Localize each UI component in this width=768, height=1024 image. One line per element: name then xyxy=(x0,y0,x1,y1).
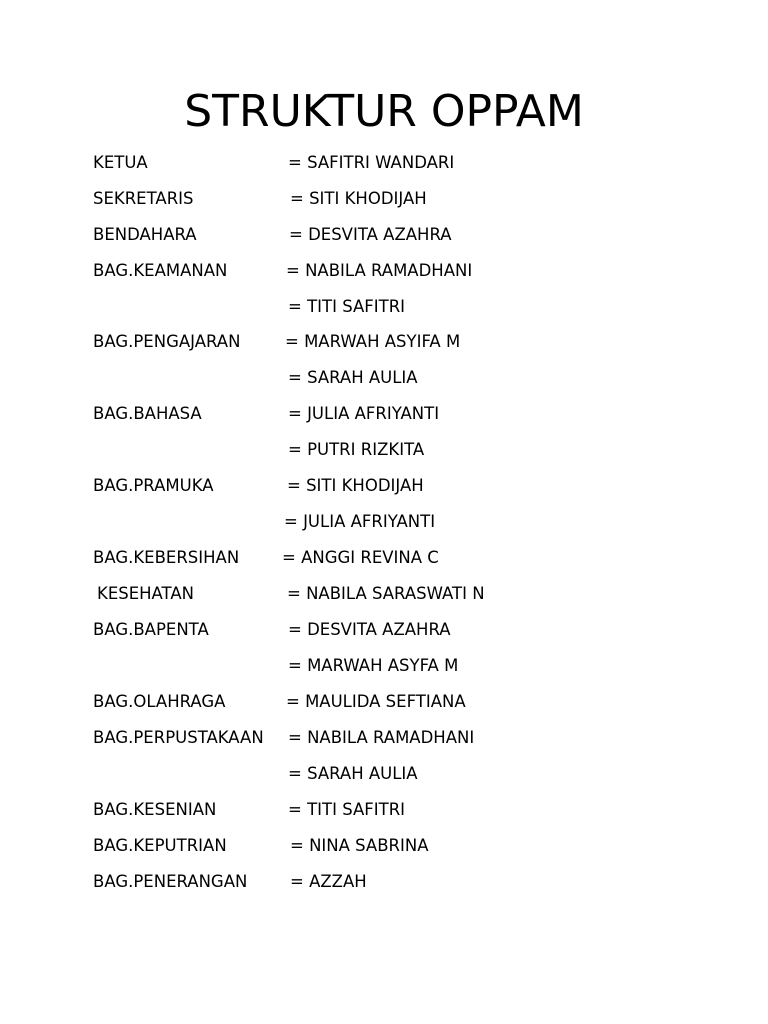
role-label: BAG.KEBERSIHAN xyxy=(93,548,240,567)
role-label: BAG.BAHASA xyxy=(93,404,202,423)
member-name: = NINA SABRINA xyxy=(290,836,429,855)
page-title: STRUKTUR OPPAM xyxy=(184,86,584,137)
list-item xyxy=(0,367,768,389)
member-name: = TITI SAFITRI xyxy=(288,800,406,819)
role-label: BAG.OLAHRAGA xyxy=(93,692,226,711)
list-item xyxy=(0,403,768,425)
member-name: = SARAH AULIA xyxy=(288,368,418,387)
role-label: BAG.KESENIAN xyxy=(93,800,217,819)
member-name: = SITI KHODIJAH xyxy=(287,476,424,495)
member-name: = MARWAH ASYFA M xyxy=(288,656,459,675)
list-item xyxy=(0,583,768,605)
role-label: BAG.PERPUSTAKAAN xyxy=(93,728,264,747)
role-label: BAG.BAPENTA xyxy=(93,620,209,639)
role-label: SEKRETARIS xyxy=(93,189,194,208)
role-label: BAG.PRAMUKA xyxy=(93,476,214,495)
role-label: BAG.PENGAJARAN xyxy=(93,332,241,351)
role-label: BAG.PENERANGAN xyxy=(93,872,248,891)
list-item xyxy=(0,152,768,174)
list-item xyxy=(0,763,768,785)
member-name: = NABILA RAMADHANI xyxy=(286,261,473,280)
role-label: BENDAHARA xyxy=(93,225,197,244)
member-name: = JULIA AFRIYANTI xyxy=(284,512,436,531)
list-item xyxy=(0,188,768,210)
member-name: = TITI SAFITRI xyxy=(288,297,406,316)
list-item xyxy=(0,511,768,533)
list-item xyxy=(0,260,768,282)
list-item xyxy=(0,439,768,461)
role-label: KESEHATAN xyxy=(97,584,194,603)
list-item xyxy=(0,727,768,749)
role-label: BAG.KEAMANAN xyxy=(93,261,228,280)
role-label: BAG.KEPUTRIAN xyxy=(93,836,227,855)
member-name: = DESVITA AZAHRA xyxy=(289,225,452,244)
role-label: KETUA xyxy=(93,153,148,172)
list-item xyxy=(0,547,768,569)
list-item xyxy=(0,296,768,318)
list-item xyxy=(0,691,768,713)
member-name: = SITI KHODIJAH xyxy=(290,189,427,208)
list-item xyxy=(0,331,768,353)
list-item xyxy=(0,619,768,641)
member-name: = ANGGI REVINA C xyxy=(282,548,439,567)
list-item xyxy=(0,871,768,893)
member-name: = SAFITRI WANDARI xyxy=(288,153,455,172)
member-name: = NABILA RAMADHANI xyxy=(288,728,475,747)
member-name: = PUTRI RIZKITA xyxy=(288,440,425,459)
list-item xyxy=(0,799,768,821)
member-name: = MARWAH ASYIFA M xyxy=(285,332,461,351)
member-name: = MAULIDA SEFTIANA xyxy=(286,692,466,711)
member-name: = NABILA SARASWATI N xyxy=(287,584,485,603)
member-name: = SARAH AULIA xyxy=(288,764,418,783)
member-name: = AZZAH xyxy=(290,872,367,891)
list-item xyxy=(0,224,768,246)
member-name: = DESVITA AZAHRA xyxy=(288,620,451,639)
list-item xyxy=(0,475,768,497)
list-item xyxy=(0,835,768,857)
member-name: = JULIA AFRIYANTI xyxy=(288,404,440,423)
list-item xyxy=(0,655,768,677)
